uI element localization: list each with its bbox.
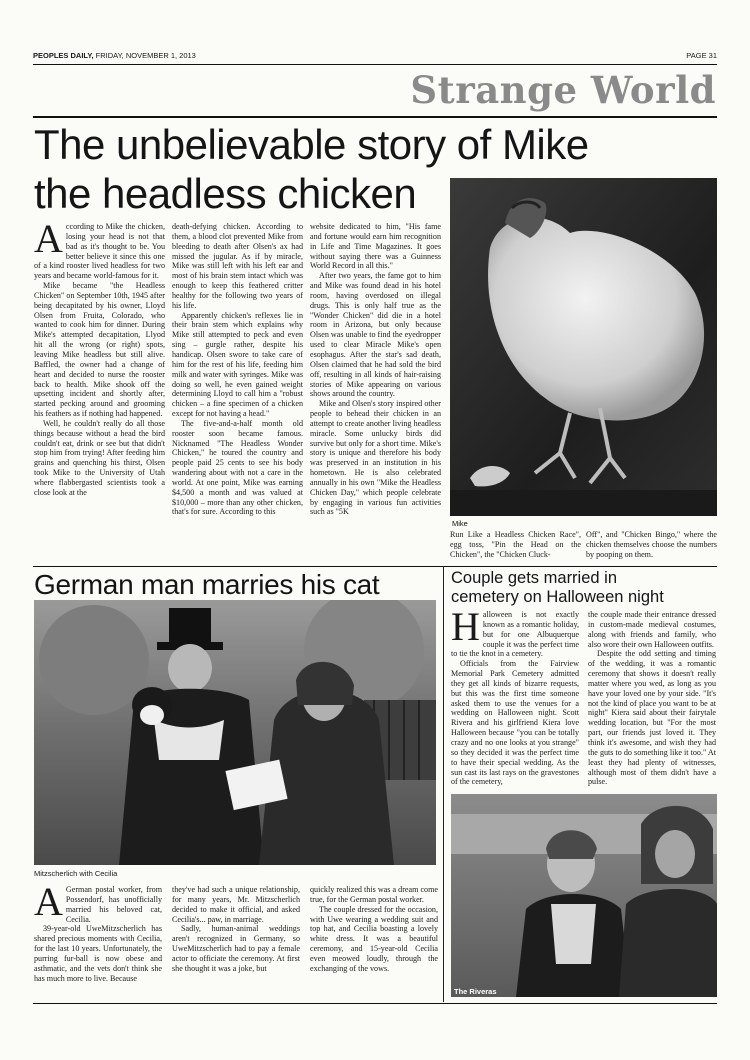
column-divider	[443, 566, 444, 1002]
main-story-paragraph: website dedicated to him, "His fame and fortune would earn him recognition in Life and Time Magazines. It goes without saying there was a Guinness World Record in all this."	[310, 222, 441, 271]
masthead-dateline	[33, 51, 196, 60]
main-story-paragraph: Apparently chicken's reflexes lie in their brain stem which explains why Mike still attempted to peck and even sing – gurgle rather, despite his handicap. Olsen swore to take care of him for the rest of his life, feeding him milk and water with syringes. Mike was doing so well, he even gained weight determining Lloyd to call him a "robust chicken – a fine specimen of a chicken except for not having a head."	[172, 310, 303, 419]
main-story-paragraph: Well, he couldn't really do all those things because without a head the bird couldn't eat, drink or see but that didn't stop him from trying! After feeding him grains and quenching his thirst, Olsen took Mike to the University of Utah where flabbergasted scientists took a close look at the	[34, 418, 165, 497]
halloween-story-headline	[451, 569, 664, 607]
main-story-paragraph: Mike and Olsen's story inspired other people to behead their chicken in an attempt to create another living headless miracle. Some unlucky birds did survive but only for a short time. Mike's story is unique and therefore his body was preserved in an institution in his hometown. He is also celebrated annually in his own "Mike the Headless Chicken Day," which people celebrate by engaging in various fun activities such as "5K	[310, 399, 441, 517]
cat-story-paragraph: The couple dressed for the occasion, with Uwe wearing a wedding suit and top hat, and Cecilia boasting a lovely white dress. It was a beautiful ceremony, and 15-year-old Cecilia even meowed loudly, through the exchanging of the vows.	[310, 904, 438, 973]
main-story-paragraph: Off", and "Chicken Bingo," where the chicken themselves choose the numbers by pooping on them.	[586, 530, 717, 559]
halloween-headline-line1: Couple gets married in	[451, 569, 617, 587]
riveras-photo	[451, 794, 717, 997]
story-divider	[33, 566, 717, 567]
main-story-paragraph: ccording to Mike the chicken, losing your head is not that bad as it's thought to be. You better believe it since this one of a kind rooster lived headless for two years and became world-famous for it.	[34, 222, 165, 281]
chicken-photo	[450, 178, 717, 516]
section-title: Strange World	[410, 68, 716, 112]
halloween-story-paragraph: the couple made their entrance dressed in custom-made medieval costumes, along with friends and family, who also wore their own Halloween outfits.	[588, 610, 716, 649]
main-headline-line2: the headless chicken	[34, 170, 417, 217]
cat-wedding-image	[34, 600, 436, 865]
main-story-paragraph: death-defying chicken. According to them, a blood clot prevented Mike from bleeding to death after Olsen's ax had missed the jugular. As if by miracle, Mike was still left with his left ear and most of his brain stem intact which was enough to keep this feathered critter healthy for the following two years of his life.	[172, 222, 303, 310]
main-headline-line1: The unbelievable story of Mike	[34, 121, 589, 168]
halloween-story-paragraph: Officials from the Fairview Memorial Park Cemetery admitted they get all kinds of bizarre requests, but this was the first time someone asked them to use the venues for a wedding on Halloween night. Scott Rivera and his girlfriend Kiera love Halloween because "you can be totally crazy and no one looks at you strange" so they decided it was the perfect time to have their special wedding. As the sun cast its last rays on the gravestones of the cemetery,	[451, 659, 579, 787]
cat-wedding-photo	[34, 600, 436, 865]
cat-story-paragraph: quickly realized this was a dream come true, for the German postal worker.	[310, 885, 438, 904]
halloween-story-dropcap: H	[451, 610, 480, 649]
main-story-dropcap: A	[34, 222, 63, 261]
cat-story-paragraph: they've had such a unique relationship, for many years, Mr. Mitzscherlich decided to make it official, and asked Cecilia's... paw, in marriage.	[172, 885, 300, 924]
main-story-column-3	[310, 222, 441, 564]
page-bottom-rule	[33, 1003, 717, 1004]
main-story-column-4	[450, 530, 581, 564]
cat-story-column-2	[172, 885, 300, 1000]
cat-story-column-1	[34, 885, 162, 1000]
halloween-story-column-1	[451, 610, 579, 790]
main-story-paragraph: After two years, the fame got to him and Mike was found dead in his hotel room, having overdosed on illegal drugs. This is only half true as the "Wonder Chicken" did die in a hotel room in Arizona, but only because Olsen was unable to find the eyedropper used to clear Miracle Mike's open esophagus. After the star's sad death, Olsen claimed that he had sold the bird off, resulting in all kinds of hair-raising stories of Mike appearing on various shows around the country.	[310, 271, 441, 399]
masthead	[33, 51, 717, 63]
issue-date: FRIDAY, NOVEMBER 1, 2013	[95, 51, 196, 60]
main-story-paragraph: Mike became "the Headless Chicken" on September 10th, 1945 after being decapitated by his owner, Lloyd Olsen from Fruita, Colorado, who wanted to cook him for dinner. During Mike's attempted decapitation, Llyod hit all the wrong (or right) spots, leaving Mike headless but still alive. Baffled, the owner had a change of heart and decided to nurse the rooster back to health. Mike shook off the upsetting incident and shortly after, started pecking around and grooming his feathers as if nothing had happened.	[34, 281, 165, 419]
cat-story-paragraph: 39-year-old UweMitzscherlich has shared precious moments with Cecilia, for the last 10 years. Unfortunately, the purring fur-ball is now obese and asthmatic, and the vets don't think she has much more to live. Because	[34, 924, 162, 983]
section-rule	[33, 116, 717, 118]
chicken-photo-caption: Mike	[452, 519, 468, 528]
main-story-paragraph: Run Like a Headless Chicken Race", egg toss, "Pin the Head on the Chicken", the "Chicken Cluck-	[450, 530, 581, 559]
riveras-image	[451, 794, 717, 997]
main-story-column-1	[34, 222, 165, 564]
halloween-story-column-2	[588, 610, 716, 790]
main-story-paragraph: The five-and-a-half month old rooster soon became famous. Nicknamed "The Headless Wonder Chicken," he toured the country and people paid 25 cents to see his body wandering about with not a care in the world. At one point, Mike was earning $4,500 a month and was valued at $10,000 – more than any other chicken, that's for sure. According to this	[172, 418, 303, 517]
halloween-headline-line2: cemetery on Halloween night	[451, 588, 664, 606]
main-story-column-2	[172, 222, 303, 564]
cat-photo-caption: Mitzscherlich with Cecilia	[34, 869, 118, 878]
cat-story-paragraph: German postal worker, from Possendorf, has unofficially married his beloved cat, Cecilia.	[65, 885, 162, 924]
headless-chicken-image	[450, 178, 717, 516]
newspaper-name: PEOPLES DAILY,	[33, 51, 94, 60]
riveras-photo-caption: The Riveras	[454, 987, 497, 996]
halloween-story-paragraph: alloween is not exactly known as a romantic holiday, but for one Albuquerque couple it was the perfect time to tie the knot in a cemetery.	[451, 610, 579, 659]
halloween-story-paragraph: Despite the odd setting and timing of the wedding, it was a romantic ceremony that shows it doesn't really matter where you wed, as long as you have your loved one by your side. "It's not the kind of place you want to be at night" Kiera said about their fairytale wedding location, but "For the most part, our friends just loved it. They think it's awesome, and wish they had the guts to do something like it too." At least they had plenty of witnesses, although most of them didn't have a pulse.	[588, 649, 716, 787]
page-number: PAGE 31	[686, 51, 717, 60]
main-story-column-5	[586, 530, 717, 564]
cat-story-dropcap: A	[34, 885, 63, 924]
cat-story-column-3	[310, 885, 438, 1000]
cat-story-headline: German man marries his cat	[34, 569, 380, 600]
main-headline	[34, 120, 589, 218]
cat-story-paragraph: Sadly, human-animal weddings aren't recognized in Germany, so UweMitzscherlich had to pay a female actor to officiate the ceremony. At first she thought it was a joke, but	[172, 924, 300, 973]
masthead-rule	[33, 64, 717, 65]
